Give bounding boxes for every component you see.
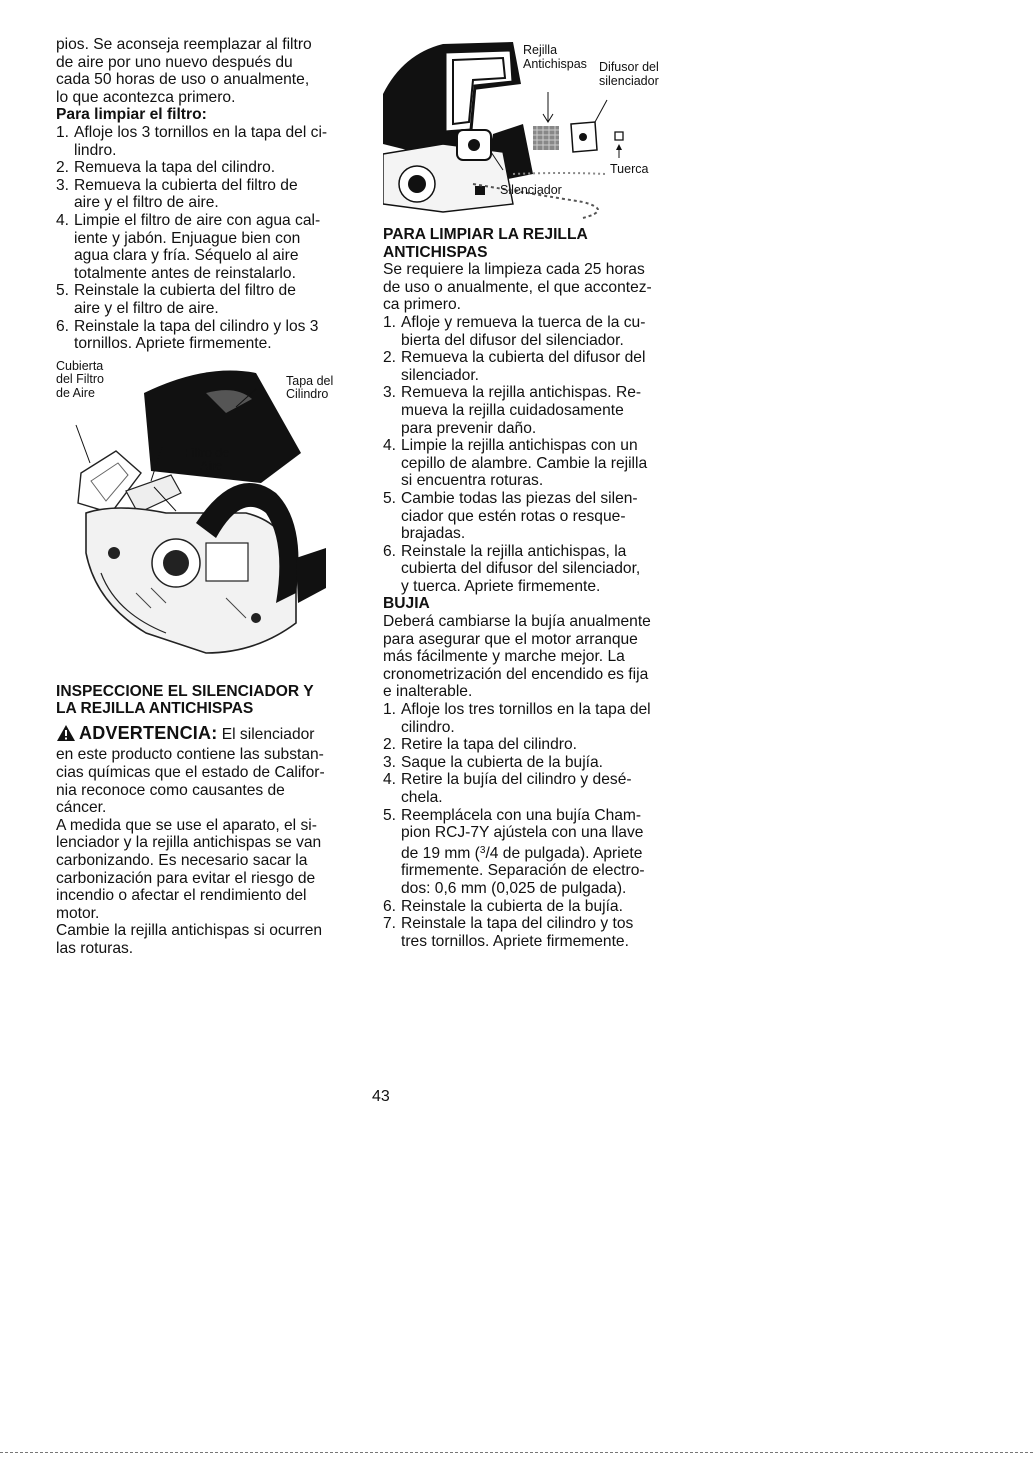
step-line: aire y el filtro de aire. bbox=[74, 299, 219, 317]
muffler-heading: INSPECCIONE EL SILENCIADOR Y bbox=[56, 682, 314, 700]
step-number: 7. bbox=[383, 915, 397, 933]
fraction-numerator: 3 bbox=[479, 844, 486, 856]
body-line: incendio o afectar el rendimiento del bbox=[56, 887, 307, 905]
step-line: Cambie todas las piezas del silen- bbox=[401, 489, 638, 507]
plug-intro-line: e inalterable. bbox=[383, 683, 473, 701]
plug-steps bbox=[383, 701, 679, 950]
step-line: Reinstale la tapa del cilindro y los 3 bbox=[74, 317, 319, 335]
plug-intro-line: cronometrización del encendido es fija bbox=[383, 665, 649, 683]
cap-label: Tapa del Cilindro bbox=[286, 373, 334, 402]
step-line: Reinstale la tapa del cilindro y tos bbox=[401, 915, 634, 933]
step-line: de 19 mm ($^3$/4 de pulgada). Apriete bbox=[401, 844, 643, 862]
nut-label: Tuerca bbox=[610, 162, 649, 176]
step-line: Remueva la cubierta del filtro de bbox=[74, 176, 298, 194]
body-line: motor. bbox=[56, 904, 100, 922]
body-line: A medida que se use el aparato, el si- bbox=[56, 816, 317, 834]
plug-heading: BUJIA bbox=[383, 595, 430, 613]
step-number: 4. bbox=[56, 211, 70, 229]
step-number: 6. bbox=[383, 542, 397, 560]
list-item bbox=[383, 701, 679, 736]
list-item bbox=[56, 177, 356, 212]
step-number: 2. bbox=[56, 159, 70, 177]
step-line: mueva la rejilla cuidadosamente bbox=[401, 401, 624, 419]
step-line: tres tornillos. Apriete firmemente. bbox=[401, 932, 629, 950]
step-number: 5. bbox=[383, 489, 397, 507]
intro-line: cada 50 horas de uso o anualmente, bbox=[56, 71, 310, 89]
list-item bbox=[383, 898, 679, 916]
list-item bbox=[383, 490, 679, 543]
step-number: 6. bbox=[56, 317, 70, 335]
list-item bbox=[56, 212, 356, 282]
step-line: Reemplácela con una bujía Cham- bbox=[401, 806, 642, 824]
step-line: Retire la bujía del cilindro y desé- bbox=[401, 771, 632, 789]
warning-line: en este producto contiene las substan- bbox=[56, 746, 324, 764]
warning-line: cias químicas que el estado de Califor- bbox=[56, 764, 325, 782]
warning bbox=[56, 724, 356, 747]
step-line: lindro. bbox=[74, 141, 117, 159]
step-number: 1. bbox=[383, 313, 397, 331]
warning-line: cáncer. bbox=[56, 799, 107, 817]
step-line: Afloje los tres tornillos en la tapa del bbox=[401, 701, 651, 719]
step-line: cubierta del difusor del silenciador, bbox=[401, 560, 641, 578]
step-line: Remueva la rejilla antichispas. Re- bbox=[401, 384, 642, 402]
warning-line: nia reconoce como causantes de bbox=[56, 781, 285, 799]
step-number: 2. bbox=[383, 736, 397, 754]
intro-line: pios. Se aconseja reemplazar al filtro bbox=[56, 36, 312, 53]
step-line: ciador que estén rotas o resque- bbox=[401, 507, 626, 525]
muffler-figure bbox=[383, 34, 679, 220]
step-line: chela. bbox=[401, 789, 443, 806]
list-item bbox=[383, 543, 679, 596]
step-number: 5. bbox=[56, 282, 70, 300]
air-filter-illustration bbox=[56, 363, 346, 663]
list-item bbox=[383, 754, 679, 772]
filter-label: Filtro de Aire bbox=[184, 445, 230, 474]
body-line: las roturas. bbox=[56, 940, 134, 957]
warning-title: ADVERTENCIA: bbox=[79, 722, 218, 743]
step-line: y tuerca. Apriete firmemente. bbox=[401, 577, 601, 595]
step-line: cepillo de alambre. Cambie la rejilla bbox=[401, 454, 648, 472]
air-filter-figure bbox=[56, 358, 346, 663]
step-number: 1. bbox=[56, 123, 70, 141]
step-line: si encuentra roturas. bbox=[401, 472, 544, 490]
step-number: 5. bbox=[383, 806, 397, 824]
list-item bbox=[383, 384, 679, 437]
intro-line: de aire por uno nuevo después du bbox=[56, 53, 293, 71]
screen-intro-line: ca primero. bbox=[383, 296, 461, 314]
step-number: 1. bbox=[383, 701, 397, 719]
step-number: 3. bbox=[56, 176, 70, 194]
step-line: para prevenir daño. bbox=[401, 419, 537, 437]
step-line: Reinstale la cubierta de la bujía. bbox=[401, 897, 623, 915]
plug-intro-line: más fácilmente y marche mejor. La bbox=[383, 648, 625, 666]
step-line: cilindro. bbox=[401, 718, 455, 736]
left-column bbox=[56, 36, 356, 958]
step-line: totalmente antes de reinstalarlo. bbox=[74, 264, 296, 282]
fraction-denominator: /4 bbox=[485, 844, 499, 862]
screen-heading-line2: ANTICHISPAS bbox=[383, 243, 488, 261]
list-item bbox=[56, 159, 356, 177]
step-line: agua clara y fría. Séquelo al aire bbox=[74, 247, 299, 265]
step-number: 4. bbox=[383, 771, 397, 789]
list-item bbox=[56, 124, 356, 159]
step-line: Remueva la cubierta del difusor del bbox=[401, 349, 646, 367]
cover-label: Cubierta del Filtro de Aire bbox=[56, 358, 104, 400]
step-line: dos: 0,6 mm (0,025 de pulgada). bbox=[401, 879, 627, 897]
step-line: Reinstale la rejilla antichispas, la bbox=[401, 542, 627, 560]
step-number: 6. bbox=[383, 897, 397, 915]
screen-intro-line: de uso o anualmente, el que accontez- bbox=[383, 278, 652, 296]
muffler-label: Silenciador bbox=[500, 183, 562, 197]
filter-steps bbox=[56, 124, 356, 353]
screen-heading: PARA LIMPIAR LA REJILLA bbox=[383, 226, 588, 243]
list-item bbox=[383, 771, 679, 806]
list-item bbox=[56, 318, 356, 353]
list-item bbox=[56, 282, 356, 317]
list-item bbox=[383, 349, 679, 384]
step-line: brajadas. bbox=[401, 525, 466, 543]
screen-intro-line: Se requiere la limpieza cada 25 horas bbox=[383, 261, 645, 279]
muffler-heading-line2: LA REJILLA ANTICHISPAS bbox=[56, 700, 254, 718]
step-line: iente y jabón. Enjuague bien con bbox=[74, 229, 301, 247]
list-item bbox=[383, 915, 679, 950]
screen-label: Rejilla Antichispas bbox=[523, 43, 587, 71]
body-line: carbonización para evitar el riesgo de bbox=[56, 869, 316, 887]
body-line: lenciador y la rejilla antichispas se van bbox=[56, 834, 322, 852]
body-line: Cambie la rejilla antichispas si ocurren bbox=[56, 922, 323, 940]
body-line: carbonizando. Es necesario sacar la bbox=[56, 852, 308, 870]
step-line: Saque la cubierta de la bujía. bbox=[401, 753, 603, 771]
step-line: firmemente. Separación de electro- bbox=[401, 862, 645, 880]
plug-intro-line: para asegurar que el motor arranque bbox=[383, 630, 638, 648]
step-line: Remueva la tapa del cilindro. bbox=[74, 159, 276, 177]
list-item bbox=[383, 807, 679, 898]
step-line: Limpie el filtro de aire con agua cal- bbox=[74, 211, 321, 229]
bottom-divider bbox=[0, 1452, 1033, 1453]
step-line: tornillos. Apriete firmemente. bbox=[74, 335, 272, 353]
diffuser-label: Difusor del silenciador bbox=[599, 60, 659, 88]
page-number: 43 bbox=[372, 1088, 390, 1105]
step-number: 2. bbox=[383, 349, 397, 367]
step-line: Limpie la rejilla antichispas con un bbox=[401, 437, 638, 455]
step-line: Retire la tapa del cilindro. bbox=[401, 736, 577, 754]
step-line: Afloje los 3 tornillos en la tapa del ci- bbox=[74, 123, 328, 141]
plug-intro-line: Deberá cambiarse la bujía anualmente bbox=[383, 613, 651, 631]
step-line: Reinstale la cubierta del filtro de bbox=[74, 282, 296, 300]
step-line: pion RCJ-7Y ajústela con una llave bbox=[401, 824, 644, 842]
list-item bbox=[383, 736, 679, 754]
list-item bbox=[383, 314, 679, 349]
warning-text: El silenciador bbox=[217, 725, 315, 743]
warning-triangle-icon bbox=[56, 724, 76, 747]
step-line: bierta del difusor del silenciador. bbox=[401, 331, 624, 349]
step-number: 4. bbox=[383, 437, 397, 455]
step-number: 3. bbox=[383, 384, 397, 402]
step-line: silenciador. bbox=[401, 366, 480, 384]
intro-line: lo que acontezca primero. bbox=[56, 88, 236, 106]
step-line: aire y el filtro de aire. bbox=[74, 194, 219, 212]
list-item bbox=[383, 437, 679, 490]
filter-heading: Para limpiar el filtro: bbox=[56, 106, 207, 124]
right-column bbox=[383, 34, 679, 950]
step-line: Afloje y remueva la tuerca de la cu- bbox=[401, 313, 646, 331]
screen-steps bbox=[383, 314, 679, 596]
step-number: 3. bbox=[383, 753, 397, 771]
